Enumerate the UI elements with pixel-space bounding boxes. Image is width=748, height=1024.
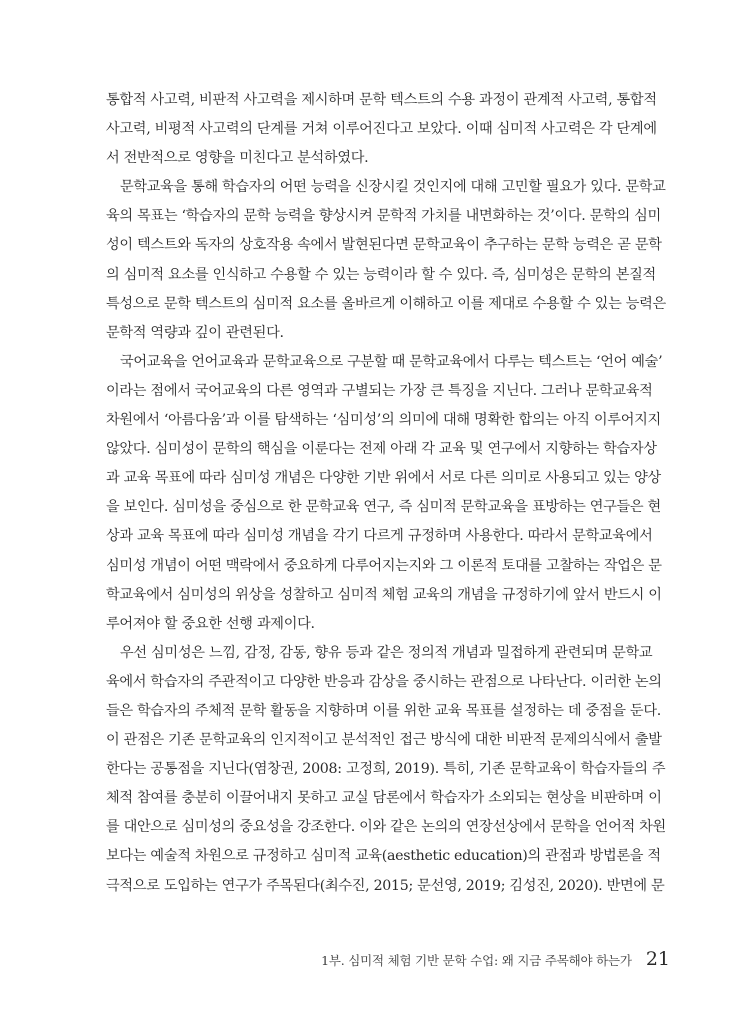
text-line: 육의 목표는 ‘학습자의 문학 능력을 향상시켜 문학적 가치를 내면화하는 것’이다. 문학의 심미	[106, 208, 661, 225]
paragraph-2	[106, 173, 666, 348]
text-line: 국어교육을 언어교육과 문학교육으로 구분할 때 문학교육에서 다루는 텍스트는 ‘언어 예술’	[120, 353, 663, 370]
text-line: 특성으로 문학 텍스트의 심미적 요소를 올바르게 이해하고 이를 제대로 수용할 수 있는 능력은	[106, 295, 666, 312]
text-line: 한다는 공통점을 지닌다(염창권, 2008: 고정희, 2019). 특히, 기존 문학교육이 학습자들의 주	[106, 761, 666, 778]
text-line: 를 대안으로 심미성의 중요성을 강조한다. 이와 같은 논의의 연장선상에서 문학을 언어적 차원	[106, 819, 666, 836]
text-line: 학교육에서 심미성의 위상을 성찰하고 심미적 체험 교육의 개념을 규정하기에 앞서 반드시 이	[106, 586, 662, 603]
paragraph-1	[106, 86, 666, 173]
page-number: 21	[645, 948, 670, 970]
text-line: 루어져야 할 중요한 선행 과제이다.	[106, 615, 315, 632]
text-line: 문학적 역량과 깊이 관련된다.	[106, 324, 284, 341]
text-line: 의 심미적 요소를 인식하고 수용할 수 있는 능력이라 할 수 있다. 즉, 심미성은 문학의 본질적	[106, 266, 656, 283]
text-line: 심미성 개념이 어떤 맥락에서 중요하게 다루어지는지와 그 이론적 토대를 고찰하는 작업은 문	[106, 557, 662, 574]
text-line: 이 관점은 기존 문학교육의 인지적이고 분석적인 접근 방식에 대한 비판적 문제의식에서 출발	[106, 732, 662, 749]
text-line: 육에서 학습자의 주관적이고 다양한 반응과 감상을 중시하는 관점으로 나타난다. 이러한 논의	[106, 673, 662, 690]
text-line: 을 보인다. 심미성을 중심으로 한 문학교육 연구, 즉 심미적 문학교육을 표방하는 연구들은 현	[106, 499, 661, 516]
text-line: 과 교육 목표에 따라 심미성 개념은 다양한 기반 위에서 서로 다른 의미로 사용되고 있는 양상	[106, 470, 661, 487]
paragraph-4	[106, 639, 666, 901]
text-line: 우선 심미성은 느낌, 감정, 감동, 향유 등과 같은 정의적 개념과 밀접하게 관련되며 문학교	[120, 644, 653, 661]
text-line: 극적으로 도입하는 연구가 주목된다(최수진, 2015; 문선영, 2019; 김성진, 2020). 반면에 문	[106, 877, 665, 894]
text-line: 차원에서 ‘아름다움’과 이를 탐색하는 ‘심미성’의 의미에 대해 명확한 합의는 아직 이루어지지	[106, 412, 661, 429]
text-line: 않았다. 심미성이 문학의 핵심을 이룬다는 전제 아래 각 교육 및 연구에서 지향하는 학습자상	[106, 441, 657, 458]
text-line: 상과 교육 목표에 따라 심미성 개념을 각기 다르게 규정하며 사용한다. 따라서 문학교육에서	[106, 528, 653, 545]
text-line: 보다는 예술적 차원으로 규정하고 심미적 교육(aesthetic education)의 관점과 방법론을 적	[106, 848, 661, 865]
text-line: 사고력, 비평적 사고력의 단계를 거쳐 이루어진다고 보았다. 이때 심미적 사고력은 각 단계에	[106, 121, 657, 138]
text-line: 이라는 점에서 국어교육의 다른 영역과 구별되는 가장 큰 특징을 지닌다. 그러나 문학교육적	[106, 382, 653, 399]
running-head: 1부. 심미적 체험 기반 문학 수업: 왜 지금 주목해야 하는가	[321, 953, 632, 968]
text-line: 체적 참여를 충분히 이끌어내지 못하고 교실 담론에서 학습자가 소외되는 현상을 비판하며 이	[106, 790, 662, 807]
text-line: 통합적 사고력, 비판적 사고력을 제시하며 문학 텍스트의 수용 과정이 관계적 사고력, 통합적	[106, 92, 657, 108]
text-line: 문학교육을 통해 학습자의 어떤 능력을 신장시킬 것인지에 대해 고민할 필요가 있다. 문학교	[119, 179, 666, 196]
page-footer	[321, 948, 670, 970]
text-line: 들은 학습자의 주체적 문학 활동을 지향하며 이를 위한 교육 목표를 설정하는 데 중점을 둔다.	[106, 702, 661, 719]
body-text	[106, 86, 666, 901]
text-line: 성이 텍스트와 독자의 상호작용 속에서 발현된다면 문학교육이 추구하는 문학 능력은 곧 문학	[106, 237, 662, 254]
text-line: 서 전반적으로 영향을 미친다고 분석하였다.	[106, 150, 369, 167]
paragraph-3	[106, 348, 666, 639]
